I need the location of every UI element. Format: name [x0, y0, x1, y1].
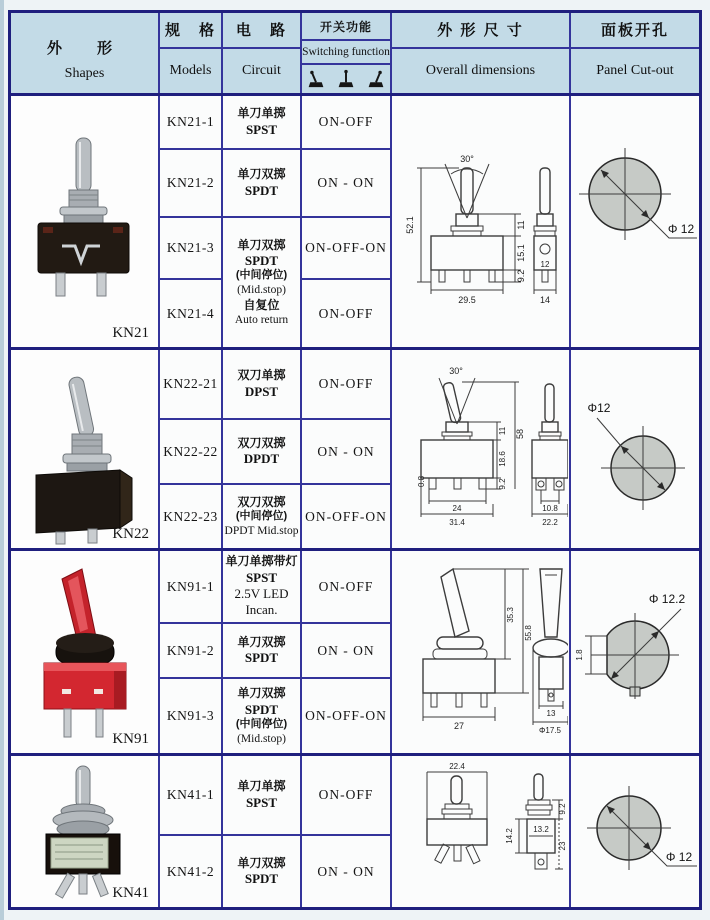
dim-r1: 11: [498, 426, 507, 436]
circuit-en: SPDT: [244, 650, 279, 666]
model-kn21-4: KN21-4: [160, 280, 223, 347]
circuit-zh: 单刀双掷: [237, 855, 286, 870]
function-kn91-2: ON - ON: [302, 624, 392, 679]
dim-s2: 13.2: [533, 824, 549, 834]
kn41-dimension-drawing: [392, 756, 571, 907]
circuit-en2: 2.5V LED: [234, 586, 289, 602]
table-header: [11, 13, 699, 96]
circuit-zh: 单刀单掷: [237, 779, 286, 794]
series-label-kn21: KN21: [112, 325, 149, 341]
cutout-flat-dim: 1.8: [575, 648, 584, 661]
kn91-photo: [11, 551, 159, 750]
model-kn21-3: KN21-3: [160, 218, 223, 280]
dim-s1: 10.8: [542, 504, 558, 513]
header-shapes: [11, 13, 160, 93]
circuit-kn22-23: [223, 485, 302, 548]
kn22-dimension-drawing: [392, 350, 571, 548]
dim-w: 27: [453, 720, 465, 731]
dim-r2: 15.1: [516, 243, 526, 262]
circuit-zh-note: (中间停位): [235, 269, 288, 282]
function-kn21-1: ON-OFF: [302, 96, 392, 150]
dim-r2: 18.6: [498, 451, 507, 467]
circuit-kn91-3: [223, 679, 302, 753]
kn22-cutout-drawing: [571, 350, 699, 548]
kn22-photo: [11, 350, 159, 545]
dim-w1: 24: [452, 504, 462, 513]
header-models-zh: 规 格: [160, 13, 221, 49]
cutout-label: Φ 12: [667, 222, 695, 236]
function-kn41-2: ON - ON: [302, 836, 392, 907]
cutout-label: Φ 12: [665, 849, 693, 864]
cutout-label: Φ12: [587, 400, 611, 415]
dim-total: 58: [515, 428, 525, 440]
kn22-photo-cell: [11, 350, 160, 548]
circuit-zh-note: (中间停位): [235, 717, 288, 730]
model-kn91-2: KN91-2: [160, 624, 223, 679]
header-overall-dimensions: [392, 13, 571, 93]
circuit-en-note: (Mid.stop): [237, 732, 286, 745]
kn21-photo-cell: [11, 96, 160, 347]
circuit-kn91-1: [223, 551, 302, 624]
circuit-zh: 双刀双掷: [237, 435, 286, 450]
circuit-kn22-21: [223, 350, 302, 420]
circuit-zh-note: (中间停位): [235, 510, 288, 523]
circuit-en-note: (Mid.stop): [237, 284, 286, 297]
dim-r1: 11: [516, 219, 526, 230]
circuit-kn22-22: [223, 420, 302, 485]
circuit-kn41-2: [223, 836, 302, 907]
dim-angle: 30°: [449, 366, 463, 376]
dim-h1: 35.3: [506, 606, 515, 623]
dim-s4: 23: [558, 841, 567, 850]
circuit-en: DPDT: [243, 451, 280, 467]
header-cutout-en: Panel Cut-out: [596, 62, 674, 78]
kn91-photo-cell: [11, 551, 160, 753]
dim-s2: 22.2: [542, 518, 558, 527]
dim-width: 29.5: [458, 294, 476, 305]
model-kn41-2: KN41-2: [160, 836, 223, 907]
dim-angle: 30°: [460, 153, 474, 164]
circuit-kn41-1: [223, 756, 302, 836]
cutout-label: Φ 12.2: [648, 591, 686, 606]
model-kn22-21: KN22-21: [160, 350, 223, 420]
circuit-zh: 单刀双掷: [237, 634, 286, 649]
function-kn22-22: ON - ON: [302, 420, 392, 485]
kn22-dimension-svg: [393, 354, 568, 544]
dim-s3: 14.2: [505, 827, 514, 844]
series-label-kn22: KN22: [112, 526, 149, 542]
kn91-cutout-drawing: [571, 551, 699, 753]
header-circuit-en: Circuit: [242, 62, 281, 78]
function-kn22-23: ON-OFF-ON: [302, 485, 392, 548]
header-dimensions-zh: 外 形 尺 寸: [392, 13, 569, 49]
circuit-zh: 单刀单掷: [237, 106, 286, 121]
header-switching-zh: 开关功能: [302, 13, 390, 41]
dim-side-inner: 12: [540, 259, 550, 269]
kn21-cutout-drawing: [571, 96, 699, 347]
model-kn22-23: KN22-23: [160, 485, 223, 548]
model-kn21-2: KN21-2: [160, 150, 223, 218]
function-kn91-1: ON-OFF: [302, 551, 392, 624]
circuit-en: SPDT: [244, 871, 279, 887]
toggle-left-icon: [307, 68, 325, 90]
header-circuit-zh: 电 路: [223, 13, 300, 49]
dim-pin: 0.8: [417, 475, 426, 487]
toggle-right-icon: [367, 68, 385, 90]
circuit-en: SPST: [245, 794, 278, 810]
section-kn41: [11, 756, 699, 907]
dim-s1: 9.2: [558, 802, 567, 815]
circuit-zh: 单刀单掷带灯: [225, 554, 298, 569]
kn21-cutout-svg: [571, 96, 699, 344]
series-label-kn41: KN41: [112, 885, 149, 901]
series-label-kn91: KN91: [112, 731, 149, 747]
function-kn22-21: ON-OFF: [302, 350, 392, 420]
dim-r3: 9.2: [498, 478, 507, 490]
kn91-dimension-drawing: [392, 551, 571, 753]
header-switching-function: [302, 13, 392, 93]
circuit-zh: 单刀双掷: [237, 167, 286, 182]
dim-r3: 9.2: [516, 269, 526, 282]
model-kn22-22: KN22-22: [160, 420, 223, 485]
section-kn21: [11, 96, 699, 350]
circuit-kn21-3-4-merged: [223, 218, 302, 347]
function-kn21-3: ON-OFF-ON: [302, 218, 392, 280]
circuit-kn21-1: [223, 96, 302, 150]
circuit-en-note2: Auto return: [234, 314, 289, 327]
circuit-zh: 单刀双掷: [237, 237, 286, 252]
header-models-en: Models: [169, 62, 212, 78]
section-kn22: [11, 350, 699, 551]
circuit-zh: 双刀单掷: [237, 368, 286, 383]
kn41-cutout-drawing: [571, 756, 699, 907]
kn21-dimension-svg: [393, 122, 568, 322]
kn41-dimension-svg: [393, 758, 568, 906]
function-kn91-3: ON-OFF-ON: [302, 679, 392, 753]
header-panel-cutout: [571, 13, 699, 93]
circuit-zh: 单刀双掷: [237, 686, 286, 701]
kn91-dimension-svg: [393, 555, 568, 750]
dim-s2: Φ17.5: [539, 725, 561, 735]
kn22-cutout-svg: [571, 352, 699, 547]
dim-total: 52.1: [405, 215, 415, 234]
section-kn91: [11, 551, 699, 756]
function-kn21-2: ON - ON: [302, 150, 392, 218]
header-shapes-zh: 外 形: [46, 39, 122, 57]
dim-s1: 13: [546, 708, 556, 718]
circuit-en3: Incan.: [245, 602, 278, 618]
dim-side-width: 14: [539, 294, 551, 305]
kn41-cutout-svg: [571, 758, 699, 906]
dim-h2: 55.8: [524, 624, 533, 641]
model-kn21-1: KN21-1: [160, 96, 223, 150]
kn21-dimension-drawing: [392, 96, 571, 347]
function-kn41-1: ON-OFF: [302, 756, 392, 836]
header-circuit: [223, 13, 302, 93]
circuit-en: DPST: [244, 383, 279, 399]
scan-edge: [0, 0, 4, 920]
model-kn41-1: KN41-1: [160, 756, 223, 836]
kn91-cutout-svg: [571, 553, 699, 752]
circuit-en: SPDT: [244, 182, 279, 198]
header-cutout-zh: 面板开孔: [571, 13, 699, 49]
circuit-kn21-2: [223, 150, 302, 218]
header-models: [160, 13, 223, 93]
dim-w: 22.4: [449, 761, 465, 771]
circuit-zh-note2: 自复位: [243, 297, 280, 312]
header-switching-en: Switching function: [302, 41, 390, 65]
toggle-up-icon: [337, 68, 355, 90]
header-shapes-en: Shapes: [64, 65, 105, 81]
model-kn91-3: KN91-3: [160, 679, 223, 753]
circuit-zh: 双刀双掷: [237, 494, 286, 509]
switch-catalog-table: [8, 10, 702, 910]
kn41-photo-cell: [11, 756, 160, 907]
circuit-kn91-2: [223, 624, 302, 679]
function-kn21-4: ON-OFF: [302, 280, 392, 347]
circuit-en: SPDT: [244, 701, 279, 717]
circuit-en: SPDT: [244, 253, 279, 269]
circuit-en: DPDT Mid.stop: [224, 524, 299, 537]
circuit-en: SPST: [245, 121, 278, 137]
model-kn91-1: KN91-1: [160, 551, 223, 624]
header-dimensions-en: Overall dimensions: [425, 62, 536, 78]
circuit-en: SPST: [245, 569, 278, 585]
dim-w2: 31.4: [449, 518, 465, 527]
kn21-photo: [11, 96, 159, 344]
toggle-position-icons: [302, 65, 390, 93]
